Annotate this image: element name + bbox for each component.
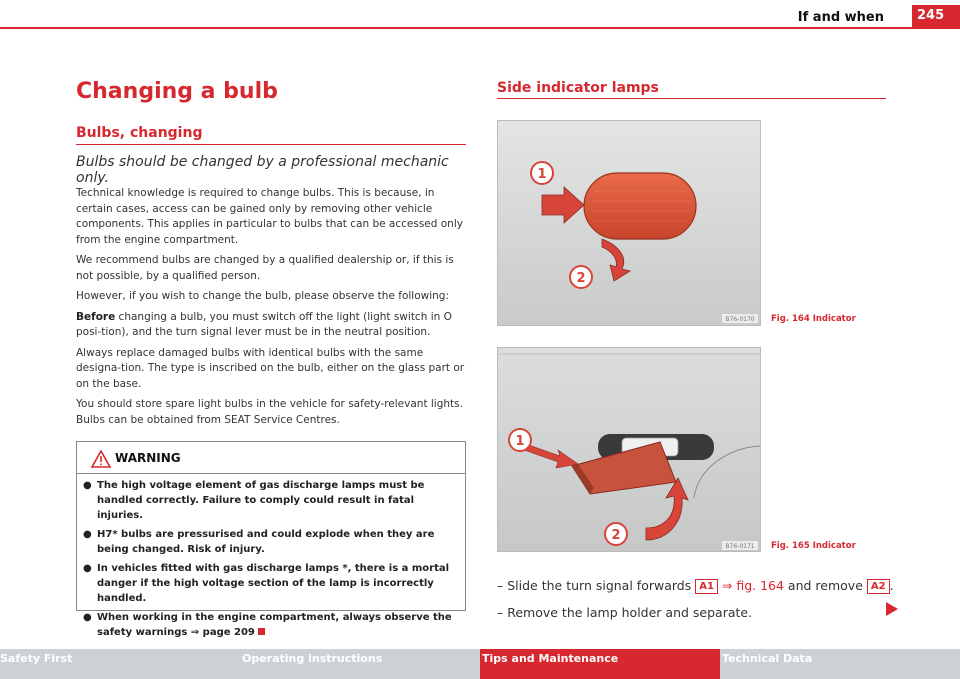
- indicator-lamp-illustration: [498, 121, 760, 325]
- callout-2: 2: [611, 528, 621, 543]
- warning-item: [83, 527, 459, 557]
- instruction-text: Slide the turn signal forwards: [507, 578, 696, 593]
- instruction-text: .: [889, 578, 894, 593]
- end-marker-icon: [258, 628, 265, 635]
- section-heading-rule: [497, 98, 886, 99]
- warning-triangle-icon: [91, 450, 111, 468]
- instruction-step-1: [497, 578, 894, 594]
- instruction-step-2: [497, 605, 752, 620]
- lamp-holder-illustration: [498, 348, 760, 551]
- arrow-icon: ⇒: [190, 627, 200, 638]
- tab-safety-first[interactable]: [0, 649, 240, 679]
- dash-marker: –: [497, 605, 504, 620]
- section-heading-side-indicator: Side indicator lamps: [497, 80, 659, 96]
- paragraph: Always replace damaged bulbs with identical bulbs with the same designa-tion. The type is inscribed on the bulb, either on the glass part or on the base.: [76, 346, 465, 390]
- tab-label: Operating instructions: [242, 652, 383, 665]
- tab-label: Tips and Maintenance: [482, 652, 619, 665]
- figure-165: [497, 347, 761, 552]
- instruction-text: and remove: [783, 578, 867, 593]
- warning-item-text: H7* bulbs are pressurised and could explode when they are being changed. Risk of injury.: [97, 529, 435, 555]
- warning-item-text: In vehicles fitted with gas discharge lamps *, there is a mortal danger if the high voltage section of the lamp is incorrectly handled.: [97, 563, 450, 604]
- warning-item-lead: When working in the engine compartment, always observe the safety warnings: [97, 612, 452, 638]
- bullet-icon: ●: [83, 529, 92, 540]
- warning-item: [83, 478, 459, 523]
- warning-label: WARNING: [115, 451, 181, 465]
- callout-tag-a1: A1: [695, 579, 718, 594]
- paragraph: You should store spare light bulbs in the vehicle for safety-relevant lights. Bulbs can be obtained from SEAT Service Centres.: [76, 398, 463, 426]
- figure-caption: Fig. 165 Indicator: [771, 541, 856, 551]
- tab-label: Technical Data: [722, 652, 813, 665]
- tab-label: Safety First: [0, 652, 73, 665]
- running-header-title: If and when: [797, 10, 884, 25]
- section-heading-rule: [76, 144, 466, 145]
- figure-164: [497, 120, 761, 326]
- next-page-arrow-icon[interactable]: [886, 602, 898, 616]
- instruction-text: Remove the lamp holder and separate.: [507, 605, 753, 620]
- warning-item: [83, 610, 459, 640]
- paragraph-rest: changing a bulb, you must switch off the light (light switch in O posi-tion), and the turn signal lever must be in the neutral position.: [76, 310, 452, 338]
- warning-item-text: The high voltage element of gas discharge lamps must be handled correctly. Failure to comply could result in fatal injuries.: [97, 480, 425, 521]
- bullet-icon: ●: [83, 563, 92, 574]
- bullet-icon: ●: [83, 480, 92, 491]
- figure-code: B76-0170: [725, 316, 755, 323]
- callout-1: 1: [537, 167, 547, 182]
- callout-1: 1: [515, 434, 525, 449]
- figure-reference-link[interactable]: ⇒ fig. 164: [721, 578, 784, 593]
- paragraph: However, if you wish to change the bulb, please observe the following:: [76, 290, 449, 302]
- callout-tag-a2: A2: [867, 579, 890, 594]
- dash-marker: –: [497, 578, 504, 593]
- bullet-icon: ●: [83, 612, 92, 623]
- figure-code: B76-0171: [725, 543, 755, 550]
- header-rule: [0, 27, 960, 29]
- bold-term: Before: [76, 310, 116, 323]
- paragraph: [76, 310, 468, 341]
- lead-text: Bulbs should be changed by a professional mechanic only.: [76, 154, 449, 186]
- callout-2: 2: [576, 271, 586, 286]
- paragraph: Technical knowledge is required to change bulbs. This is because, in certain cases, access can be gained only by removing other vehicle components. This applies in particular to bulbs that can be accessed only from the engine compartment.: [76, 187, 463, 246]
- tab-operating-instructions[interactable]: [240, 649, 480, 679]
- warning-list: [77, 474, 465, 640]
- tab-technical-data[interactable]: [720, 649, 960, 679]
- page-reference-link[interactable]: page 209: [199, 627, 255, 638]
- page-number: 245: [912, 5, 960, 27]
- footer-nav: [0, 649, 960, 679]
- section-heading: Bulbs, changing: [76, 125, 203, 141]
- warning-item-text: [97, 610, 459, 640]
- figure-caption: Fig. 164 Indicator: [771, 314, 856, 324]
- warning-box: [76, 441, 466, 638]
- tab-tips-and-maintenance[interactable]: [480, 649, 720, 679]
- paragraph: We recommend bulbs are changed by a qualified dealership or, if this is not possible, by a qualified person.: [76, 254, 454, 282]
- page-title: Changing a bulb: [76, 79, 278, 104]
- warning-header: [77, 442, 465, 474]
- warning-item: [83, 561, 459, 606]
- body-text: [76, 186, 468, 433]
